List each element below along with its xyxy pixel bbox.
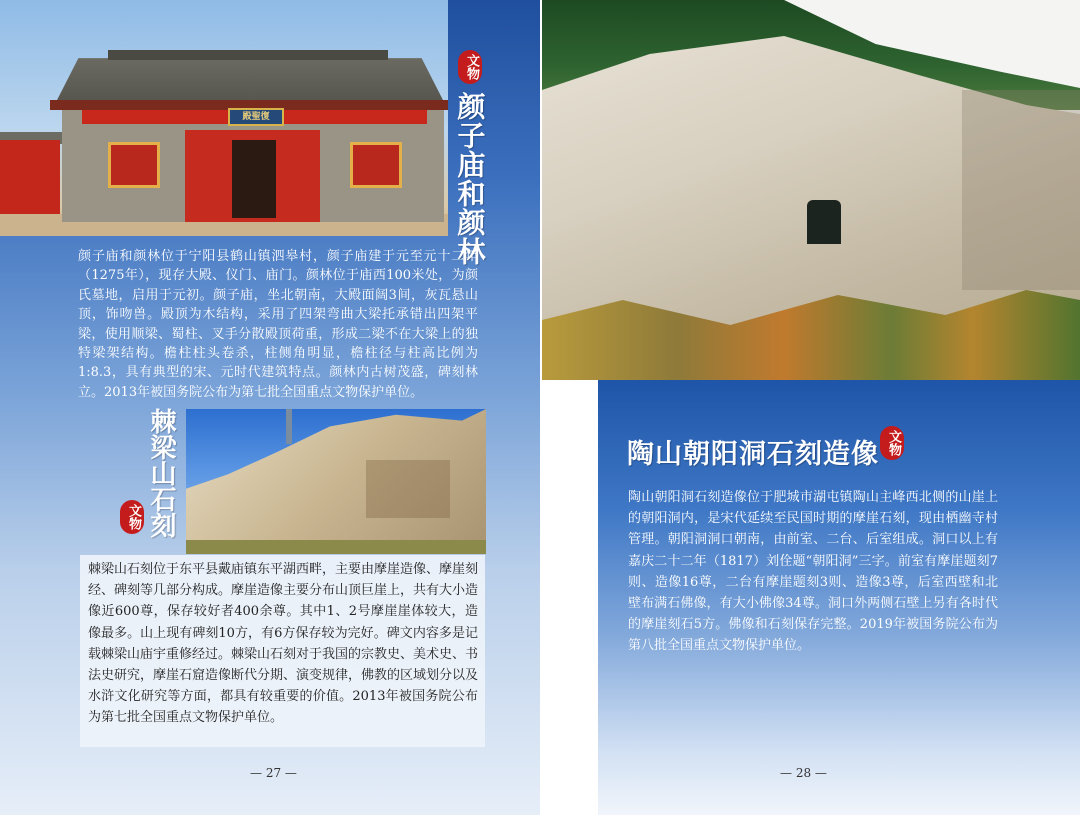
chaoyang-cave	[807, 200, 841, 244]
section2-title: 棘梁山石刻	[146, 408, 176, 538]
cultural-relic-seal: 文物	[880, 426, 904, 460]
section1-body: 颜子庙和颜林位于宁阳县鹤山镇泗皋村，颜子庙建于元至元十二年（1275年），现存大殿、仪门、庙门。颜林位于庙西100米处，为颜氏墓地，启用于元初。颜子庙，坐北朝南，大殿面阔3间，灰瓦悬山顶，饰吻兽。殿顶为木结构，采用了四架弯曲大梁托承错出四架平梁，使用顺梁、蜀柱、叉手分散殿顶荷重，形成二梁不在大梁上的独特梁架结构。檐柱柱头卷杀，柱侧角明显，檐柱径与柱高比例为1:8.3，具有典型的宋、元时代建筑特点。颜林内古树茂盛，碑刻林立。2013年被国务院公布为第七批全国重点文物保护单位。	[78, 249, 478, 400]
section1-header	[452, 50, 488, 275]
cultural-relic-seal: 文物	[120, 500, 144, 534]
section3-title: 陶山朝阳洞石刻造像	[627, 439, 879, 470]
section3-body: 陶山朝阳洞石刻造像位于肥城市湖屯镇陶山主峰西北侧的山崖上的朝阳洞内，是宋代延续至民国时期的摩崖石刻，现由栖幽寺村管理。朝阳洞洞口朝南，由前室、二台、后室组成。洞口以上有嘉庆二十二年（1817）刘佺题“朝阳洞”三字。前室有摩崖题刻7则、造像16尊，二台有摩崖题刻3则、造像3尊，后室西壁和北壁布满石佛像，有大小佛像34尊。洞口外两侧石壁上另有各时代的摩崖刻石5方。佛像和石刻保存完整。2019年被国务院公布为第八批全国重点文物保护单位。	[628, 490, 998, 654]
temple-plaque: 殿聖復	[228, 108, 284, 126]
section2-header	[118, 408, 178, 548]
section2-body: 棘梁山石刻位于东平县戴庙镇东平湖西畔，主要由摩崖造像、摩崖刻经、碑刻等几部分构成。摩崖造像主要分布山顶巨崖上，共有大小造像近600尊，保存较好者400余尊。其中1、2号摩崖崖体较大，造像最多。山上现有碑刻10方，有6方保存较为完好。碑文内容多是记载棘梁山庙宇重修经过。棘梁山石刻对于我国的宗教史、美术史、书法史研究，摩崖石窟造像断代分期、演变规律，佛教的区域划分以及水浒文化研究等方面，都具有较重要的价值。2013年被国务院公布为第七批全国重点文物保护单位。	[88, 562, 479, 726]
yanzi-temple-photo	[0, 0, 448, 236]
cultural-relic-seal: 文物	[458, 50, 482, 84]
taoshan-mountain-photo	[542, 0, 1080, 380]
page-number: — 28 —	[780, 766, 827, 780]
jiliangshan-cliff-photo	[186, 409, 486, 554]
section1-title: 颜子庙和颜林	[453, 92, 487, 266]
page-number: — 27 —	[250, 766, 297, 780]
